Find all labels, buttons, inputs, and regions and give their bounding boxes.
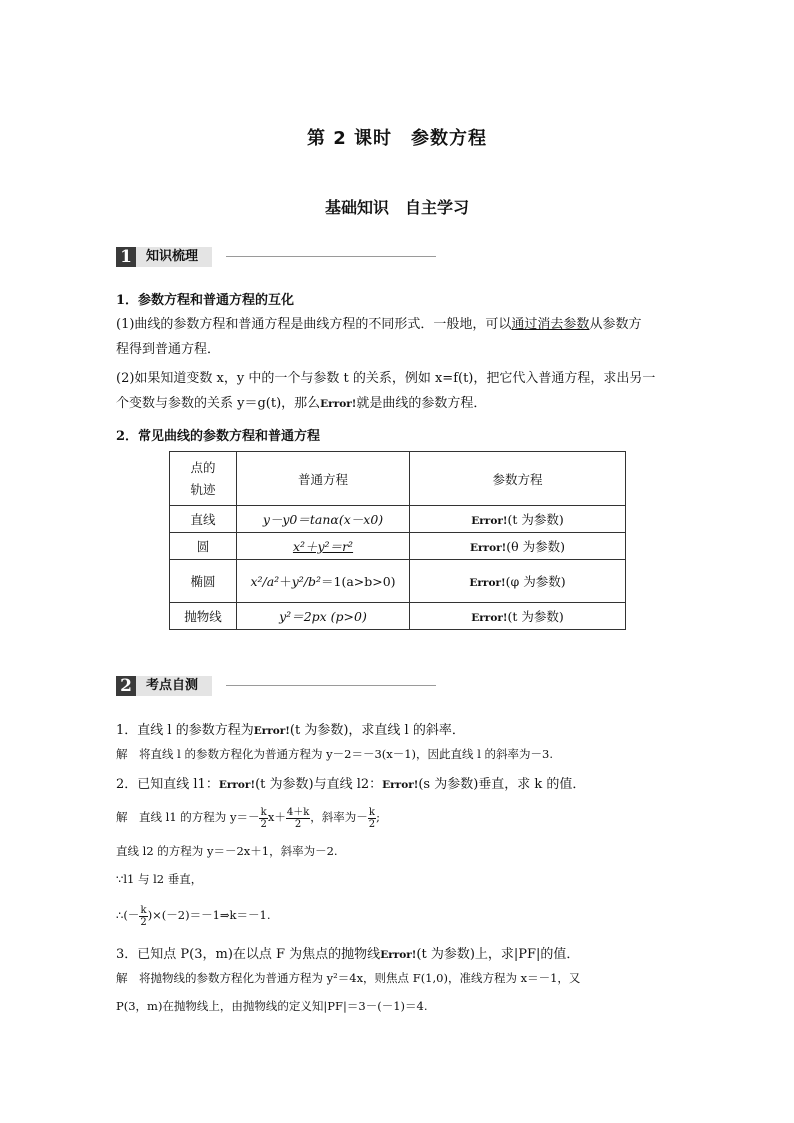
text: )×(－2)＝－1⇒k＝－1. — [147, 908, 271, 922]
equation: x²/a² — [250, 574, 280, 589]
question-2 — [116, 773, 585, 792]
error-marker: Error! — [471, 612, 508, 624]
text: (2)如果知道变数 x，y 中的一个与参数 t 的关系，例如 x=f(t)，把它代入普通方程，求出另一 — [116, 371, 656, 386]
table-cell — [237, 603, 410, 630]
table-header-cell: 参数方程 — [410, 452, 626, 506]
page-title: 第 2 课时 参数方程 — [306, 128, 488, 149]
fraction: $\frac{k}{2}$ — [260, 806, 267, 830]
equation: y－y0＝tanα(x－x0) — [262, 512, 384, 527]
section-divider — [226, 256, 436, 257]
text: 2．已知直线 l1： — [116, 777, 219, 792]
solution-3-line-2: P(3，m)在抛物线上，由抛物线的定义知|PF|＝3－(－1)＝4. — [116, 999, 428, 1013]
error-marker: Error! — [471, 515, 508, 527]
fraction: $\frac{k}{2}$ — [140, 904, 147, 928]
error-marker: Error! — [218, 779, 256, 791]
table-cell — [237, 533, 410, 560]
error-marker: Error! — [470, 542, 507, 554]
table-row — [170, 506, 626, 533]
error-marker: Error! — [469, 577, 506, 589]
paragraph-2 — [116, 366, 682, 417]
text: (t 为参数)，求直线 l 的斜率． — [289, 723, 465, 738]
section-number: 2 — [116, 676, 136, 696]
param-note: (θ 为参数) — [506, 539, 565, 554]
underlined-text: 通过消去参数 — [511, 317, 590, 332]
table-header-cell — [170, 452, 237, 506]
text: ∴(－ — [116, 908, 140, 922]
error-marker: Error! — [253, 725, 290, 737]
page-subtitle: 基础知识 自主学习 — [324, 198, 469, 217]
table-cell — [410, 533, 626, 560]
text: 就是曲线的参数方程． — [356, 396, 487, 411]
fraction: $\frac{k}{2}$ — [368, 806, 376, 830]
table-cell — [410, 603, 626, 630]
error-marker: Error! — [380, 949, 417, 961]
solution-2-line-1 — [116, 799, 380, 835]
text: 个变数与参数的关系 y＝g(t)，那么 — [116, 396, 321, 411]
text: 程得到普通方程． — [116, 342, 221, 357]
table-cell: 圆 — [170, 533, 237, 560]
point-heading: 2．常见曲线的参数方程和普通方程 — [116, 429, 321, 444]
table-row — [170, 533, 626, 560]
equation: ＝1(a>b>0) — [321, 574, 396, 589]
error-marker: Error! — [320, 398, 357, 410]
table-cell — [410, 560, 626, 603]
error-marker: Error! — [382, 779, 419, 791]
section-label: 知识梳理 — [136, 247, 212, 267]
text: 1．直线 l 的参数方程为 — [116, 723, 254, 738]
section-label: 考点自测 — [136, 676, 212, 696]
text: 3．已知点 P(3，m)在以点 F 为焦点的抛物线 — [116, 947, 381, 962]
param-note: (t 为参数) — [507, 512, 564, 527]
solution-1: 解 将直线 l 的参数方程化为普通方程为 y－2＝－3(x－1)，因此直线 l 的斜率为－3. — [116, 747, 554, 761]
question-1 — [116, 719, 465, 738]
text: (s 为参数)垂直，求 k 的值． — [418, 777, 586, 792]
text: (t 为参数)与直线 l2： — [255, 777, 383, 792]
text: 从参数方 — [589, 317, 642, 332]
section-number: 1 — [116, 247, 136, 267]
text: (1)曲线的参数方程和普通方程是曲线方程的不同形式．一般地，可以 — [116, 317, 512, 332]
param-note: (φ 为参数) — [505, 574, 566, 589]
table-header-cell: 普通方程 — [237, 452, 410, 506]
equation: x²＋y²＝r² — [292, 539, 354, 554]
table-cell: x²/a²＋y²/b²＝1(a>b>0) — [237, 560, 410, 603]
table-cell: 直线 — [170, 506, 237, 533]
equation: y²/b² — [291, 574, 321, 589]
section-header-selftest — [116, 676, 436, 696]
header-text: 点的 — [190, 459, 216, 475]
param-note: (t 为参数) — [507, 609, 564, 624]
text: (t 为参数)上，求|PF|的值． — [416, 947, 580, 962]
text: ，斜率为－ — [310, 810, 368, 824]
paragraph-1 — [116, 312, 682, 362]
solution-2-line-4 — [116, 897, 271, 933]
text: x＋ — [267, 810, 286, 824]
section-divider — [226, 685, 436, 686]
table-cell: 抛物线 — [170, 603, 237, 630]
table-cell — [410, 506, 626, 533]
solution-3-line-1: 解 将抛物线的参数方程化为普通方程为 y²＝4x，则焦点 F(1,0)，准线方程为 x＝－1，又 — [116, 971, 581, 985]
question-3 — [116, 943, 579, 962]
table-header-row — [170, 452, 626, 506]
equation: y²＝2px (p>0) — [279, 609, 367, 624]
curves-table — [169, 451, 626, 630]
table-cell: 椭圆 — [170, 560, 237, 603]
fraction: $\frac{4+k}{2}$ — [286, 806, 310, 830]
table-row — [170, 560, 626, 603]
solution-2-line-3: ∵l1 与 l2 垂直， — [116, 872, 203, 886]
header-text: 轨迹 — [190, 481, 216, 497]
text: 解 直线 l1 的方程为 y＝－ — [116, 810, 260, 824]
section-header-knowledge — [116, 247, 436, 267]
table-cell — [237, 506, 410, 533]
solution-2-line-2: 直线 l2 的方程为 y＝－2x＋1，斜率为－2. — [116, 844, 338, 858]
text: ; — [376, 810, 381, 824]
table-row — [170, 603, 626, 630]
point-heading: 1．参数方程和普通方程的互化 — [116, 293, 295, 308]
